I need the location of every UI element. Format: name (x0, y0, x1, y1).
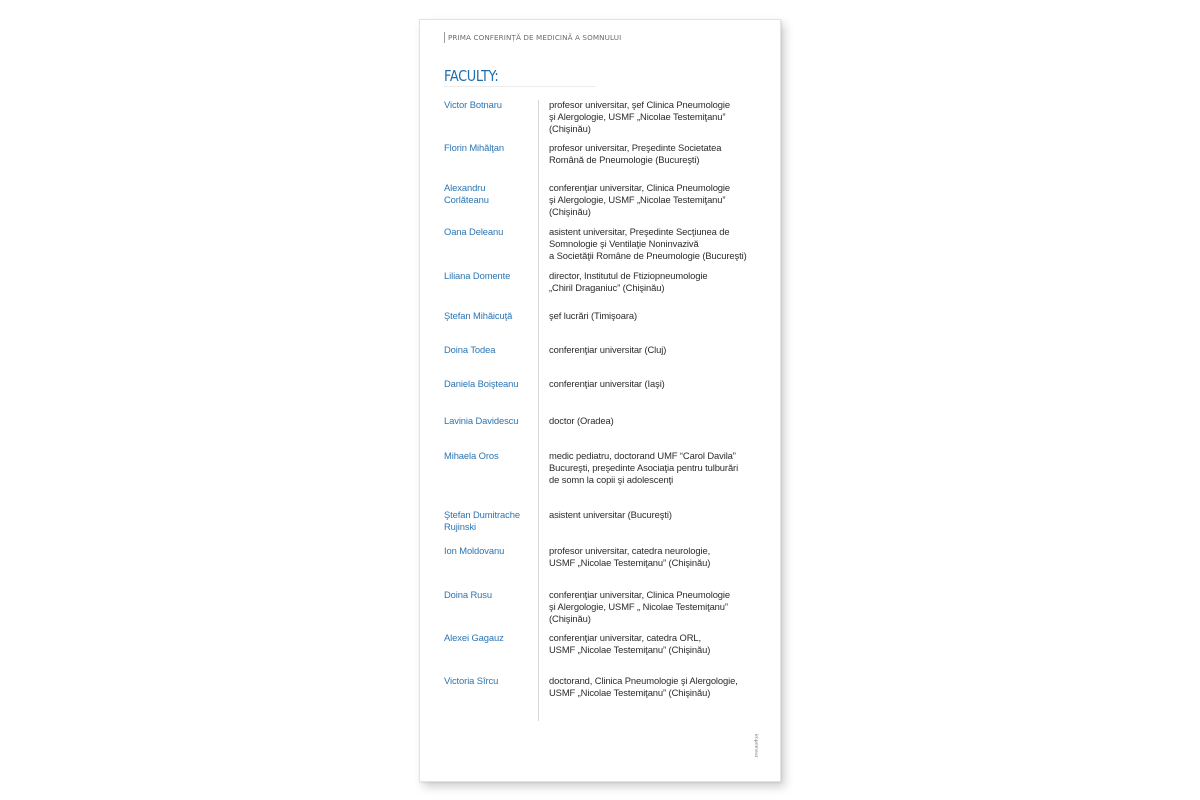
faculty-name: Alexandru Corlăteanu (444, 182, 489, 206)
faculty-name: Florin Mihălţan (444, 142, 504, 153)
faculty-role: conferenţiar universitar (Cluj) (549, 344, 667, 355)
faculty-name: Mihaela Oros (444, 450, 499, 461)
faculty-name: Victor Botnaru (444, 99, 502, 110)
faculty-name: Ştefan Mihăicuţă (444, 310, 513, 321)
faculty-name: Doina Todea (444, 344, 496, 355)
faculty-name: Daniela Boişteanu (444, 378, 519, 389)
faculty-name: Lavinia Davidescu (444, 415, 519, 426)
faculty-name: Alexei Gagauz (444, 632, 504, 643)
faculty-name: Ştefan Dumitrache Rujinski (444, 509, 520, 533)
faculty-name: Ion Moldovanu (444, 545, 505, 556)
faculty-role: asistent universitar (Bucureşti) (549, 509, 672, 520)
document-page (419, 19, 781, 782)
faculty-name: Doina Rusu (444, 589, 492, 600)
faculty-role: asistent universitar, Preşedinte Secţiunea de Somnologie şi Ventilaţie Noninvazivă a Societăţii Române de Pneumologie (Bucureşti) (549, 226, 747, 262)
faculty-role: doctor (Oradea) (549, 415, 614, 426)
faculty-name: Liliana Domente (444, 270, 511, 281)
faculty-role: medic pediatru, doctorand UMF “Carol Davila” Bucureşti, preşedinte Asociaţia pentru tulburări de somn la copii şi adolescenţi (549, 450, 739, 486)
faculty-role: profesor universitar, catedra neurologie, USMF „Nicolae Testemiţanu” (Chişinău) (549, 545, 711, 569)
faculty-role: şef lucrări (Timişoara) (549, 310, 637, 321)
faculty-role: director, Institutul de Ftiziopneumologie „Chiril Draganiuc” (Chişinău) (549, 270, 708, 294)
faculty-role: conferenţiar universitar, catedra ORL, USMF „Nicolae Testemiţanu” (Chişinău) (549, 632, 711, 656)
faculty-role: conferenţiar universitar, Clinica Pneumologie şi Alergologie, USMF „ Nicolae Testemiţanu” (Chişinău) (549, 589, 731, 625)
faculty-role: profesor universitar, şef Clinica Pneumologie şi Alergologie, USMF „Nicolae Testemiţanu” (Chişinău) (549, 99, 731, 135)
printer-mark: imprimeur (753, 734, 758, 758)
faculty-role: conferenţiar universitar (Iaşi) (549, 378, 665, 389)
faculty-name: Victoria Sîrcu (444, 675, 499, 686)
column-divider (538, 100, 539, 721)
faculty-name: Oana Deleanu (444, 226, 504, 237)
faculty-role: conferenţiar universitar, Clinica Pneumologie şi Alergologie, USMF „Nicolae Testemiţanu” (Chişinău) (549, 182, 731, 218)
heading-divider (444, 86, 596, 87)
running-header: PRIMA CONFERINȚĂ DE MEDICINĂ A SOMNULUI (444, 32, 621, 43)
faculty-role: profesor universitar, Preşedinte Societatea Română de Pneumologie (Bucureşti) (549, 142, 722, 166)
faculty-heading: FACULTY: (444, 67, 499, 85)
faculty-role: doctorand, Clinica Pneumologie şi Alergologie, USMF „Nicolae Testemiţanu” (Chişinău) (549, 675, 738, 699)
